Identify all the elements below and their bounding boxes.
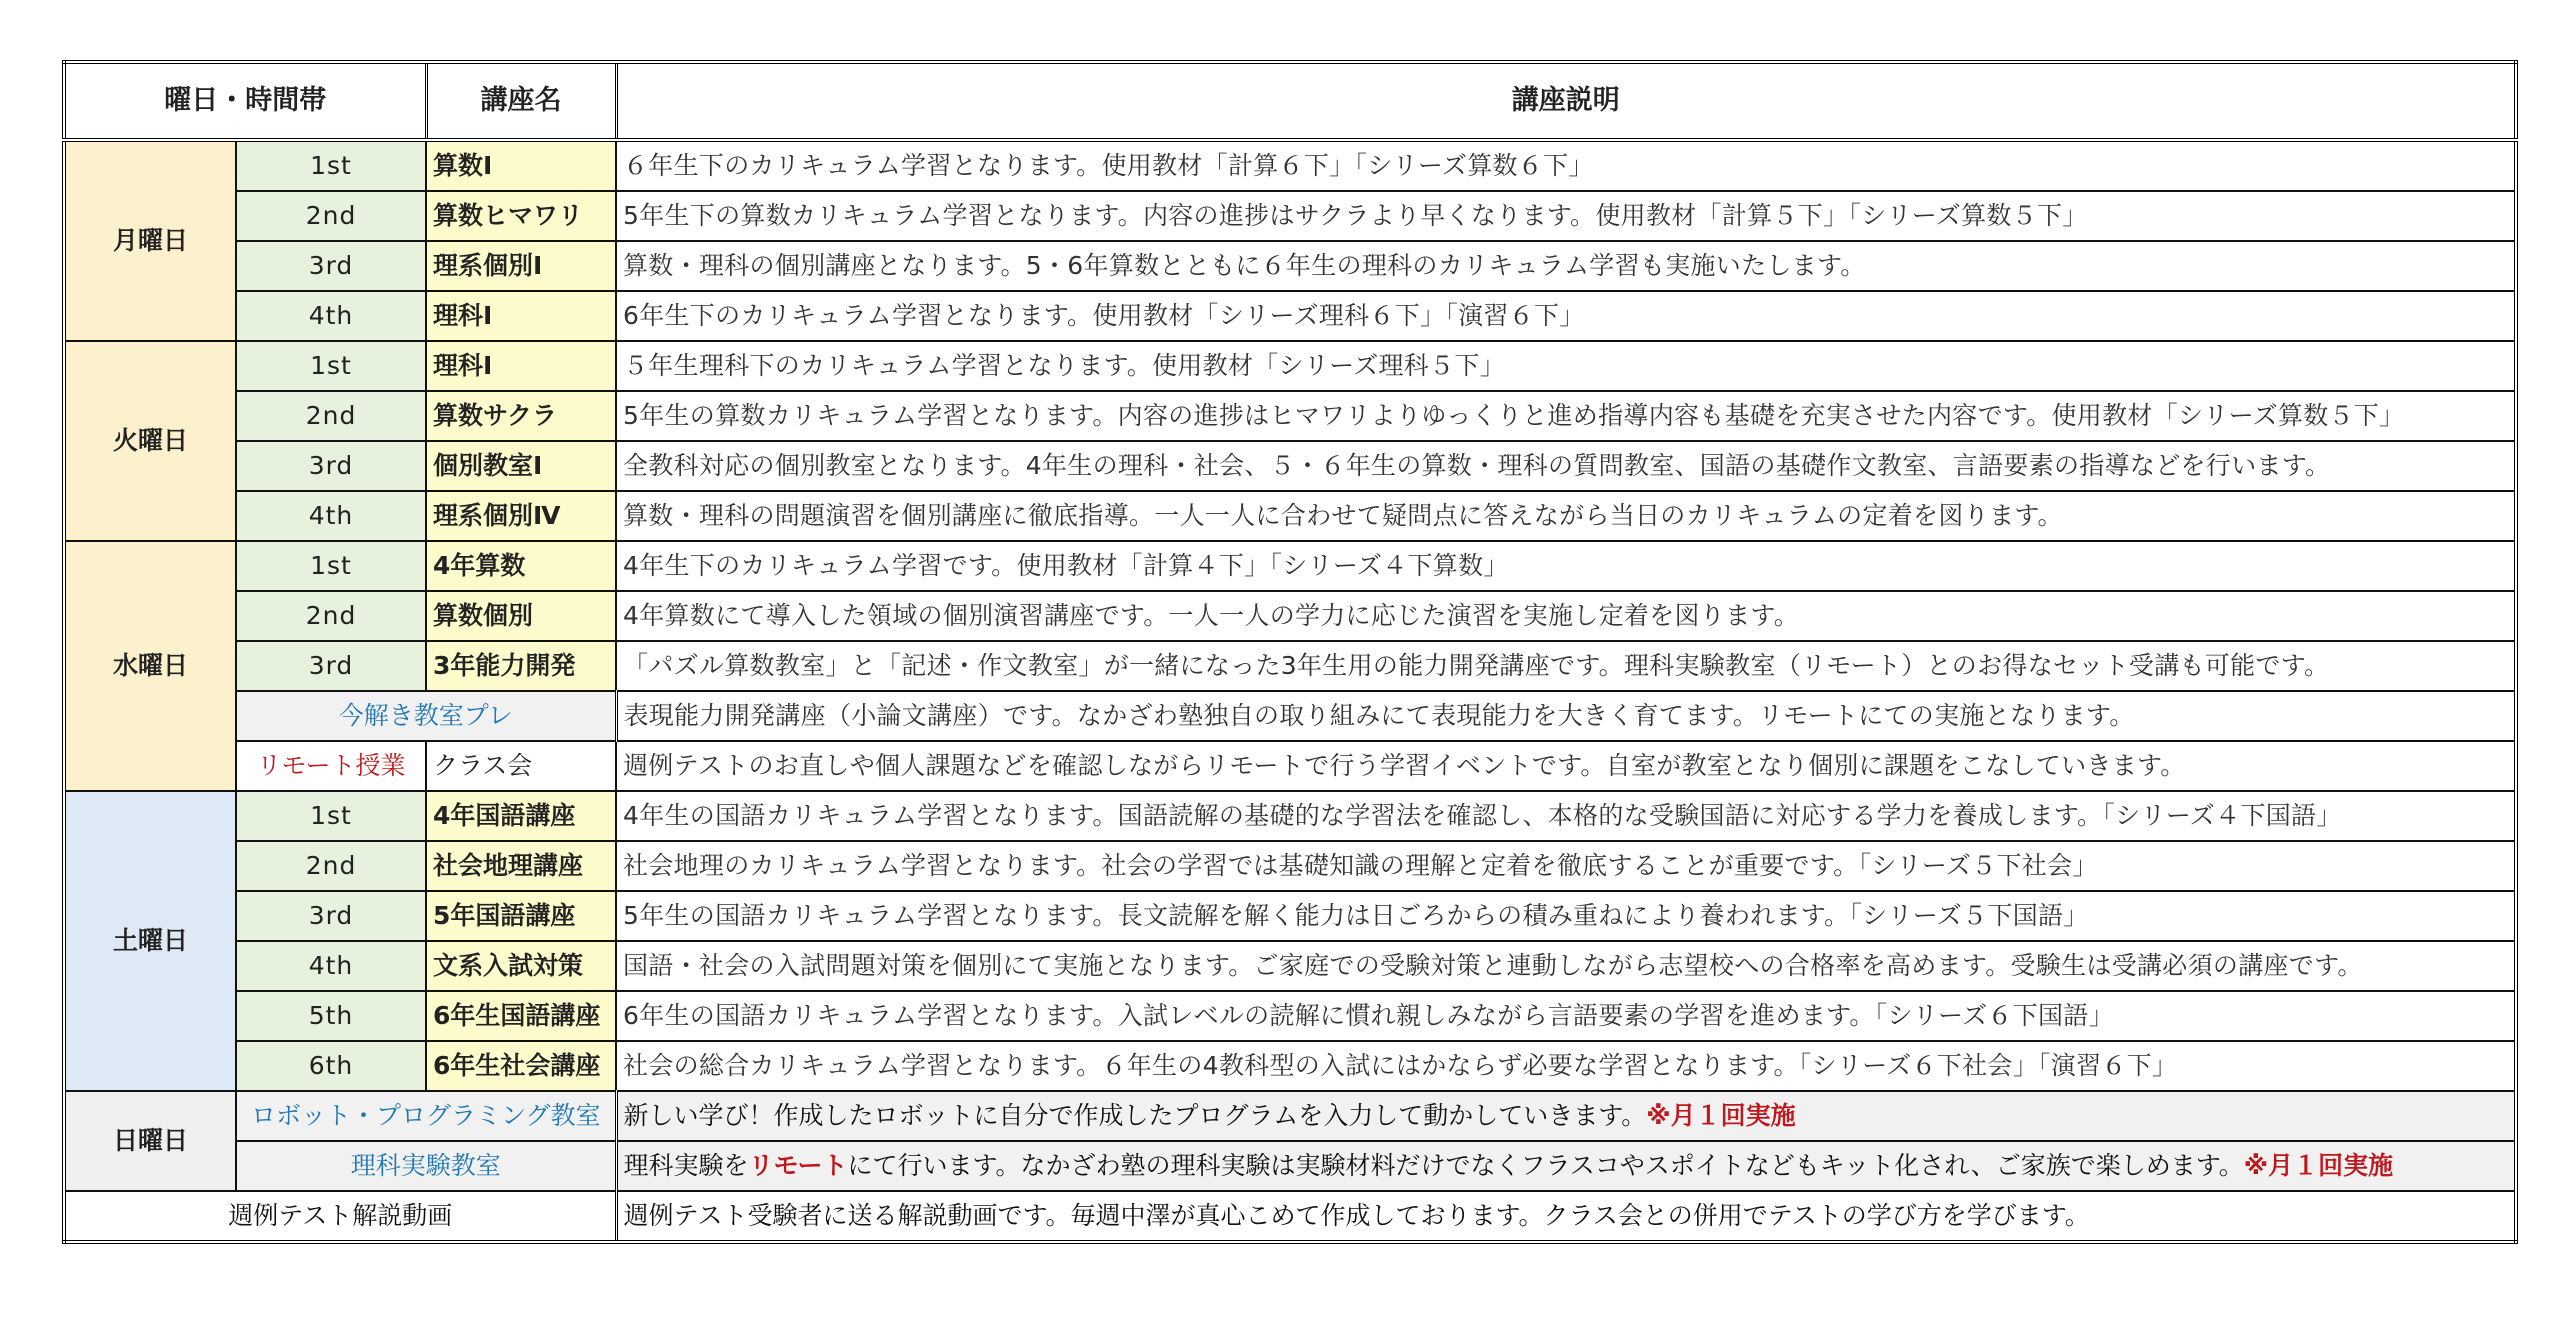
slot-label: 3rd — [236, 641, 426, 691]
table-row — [64, 341, 2516, 391]
course-desc: ６年生下のカリキュラム学習となります。使用教材「計算６下」「シリーズ算数６下」 — [616, 140, 2516, 191]
course-desc: 5年生の国語カリキュラム学習となります。長文読解を解く能力は日ごろからの積み重ねにより養われます。「シリーズ５下国語」 — [616, 891, 2516, 941]
course-desc: 国語・社会の入試問題対策を個別にて実施となります。ご家庭での受験対策と連動しながら志望校への合格率を高めます。受験生は受講必須の講座です。 — [616, 941, 2516, 991]
special-course-imatoki: 今解き教室プレ — [236, 691, 616, 741]
table-row — [64, 140, 2516, 191]
table-row — [64, 1091, 2516, 1141]
table-row — [64, 1041, 2516, 1091]
day-saturday: 土曜日 — [64, 791, 236, 1091]
header-row — [64, 62, 2516, 140]
course-desc: 社会地理のカリキュラム学習となります。社会の学習では基礎知識の理解と定着を徹底することが重要です。「シリーズ５下社会」 — [616, 841, 2516, 891]
course-desc: 算数・理科の個別講座となります。5・6年算数とともに６年生の理科のカリキュラム学習も実施いたします。 — [616, 241, 2516, 291]
science-desc-b: にて行います。なかざわ塾の理科実験は実験材料だけでなくフラスコやスポイトなどもキット化され、ご家族で楽しめます。 — [847, 1151, 2244, 1180]
course-name: 算数個別 — [426, 591, 616, 641]
course-desc: 算数・理科の問題演習を個別講座に徹底指導。一人一人に合わせて疑問点に答えながら当日のカリキュラムの定着を図ります。 — [616, 491, 2516, 541]
table-row — [64, 991, 2516, 1041]
course-desc-robot — [616, 1091, 2516, 1141]
schedule-table — [62, 60, 2518, 1244]
table-row — [64, 941, 2516, 991]
course-desc: 4年生下のカリキュラム学習です。使用教材「計算４下」「シリーズ４下算数」 — [616, 541, 2516, 591]
course-name: 4年算数 — [426, 541, 616, 591]
slot-label: 2nd — [236, 591, 426, 641]
table-row — [64, 241, 2516, 291]
slot-label: 2nd — [236, 391, 426, 441]
slot-label: 3rd — [236, 241, 426, 291]
science-desc-a: 理科実験を — [623, 1151, 749, 1180]
slot-label: 2nd — [236, 191, 426, 241]
course-name: 算数サクラ — [426, 391, 616, 441]
slot-label: 3rd — [236, 441, 426, 491]
course-desc: 社会の総合カリキュラム学習となります。６年生の4教科型の入試にはかならず必要な学習となります。「シリーズ６下社会」「演習６下」 — [616, 1041, 2516, 1091]
table-row — [64, 541, 2516, 591]
course-desc: 4年算数にて導入した領域の個別演習講座です。一人一人の学力に応じた演習を実施し定着を図ります。 — [616, 591, 2516, 641]
course-name: 個別教室Ⅰ — [426, 441, 616, 491]
course-name: 3年能力開発 — [426, 641, 616, 691]
science-note: ※月１回実施 — [2243, 1151, 2394, 1180]
slot-label: 4th — [236, 491, 426, 541]
header-course-name: 講座名 — [426, 62, 616, 140]
course-desc: 5年生下の算数カリキュラム学習となります。内容の進捗はサクラより早くなります。使用教材「計算５下」「シリーズ算数５下」 — [616, 191, 2516, 241]
day-wednesday: 水曜日 — [64, 541, 236, 791]
course-name: 理科Ⅰ — [426, 291, 616, 341]
special-course-robot: ロボット・プログラミング教室 — [236, 1091, 616, 1141]
slot-label: 1st — [236, 791, 426, 841]
header-course-desc: 講座説明 — [616, 62, 2516, 140]
course-name: 算数Ⅰ — [426, 140, 616, 191]
table-row — [64, 291, 2516, 341]
table-row — [64, 841, 2516, 891]
robot-note: ※月１回実施 — [1646, 1101, 1796, 1130]
course-name: 理科Ⅰ — [426, 341, 616, 391]
table-row — [64, 191, 2516, 241]
table-row — [64, 641, 2516, 691]
course-desc: ５年生理科下のカリキュラム学習となります。使用教材「シリーズ理科５下」 — [616, 341, 2516, 391]
slot-label: 1st — [236, 140, 426, 191]
course-desc-science — [616, 1141, 2516, 1191]
table-row — [64, 591, 2516, 641]
course-desc: 週例テストのお直しや個人課題などを確認しながらリモートで行う学習イベントです。自室が教室となり個別に課題をこなしていきます。 — [616, 741, 2516, 791]
table-row — [64, 491, 2516, 541]
course-name: 6年生国語講座 — [426, 991, 616, 1041]
day-sunday: 日曜日 — [64, 1091, 236, 1191]
course-name: 5年国語講座 — [426, 891, 616, 941]
slot-label: 4th — [236, 941, 426, 991]
table-row — [64, 391, 2516, 441]
header-day-time: 曜日・時間帯 — [64, 62, 426, 140]
course-name: クラス会 — [426, 741, 616, 791]
course-desc: 6年生下のカリキュラム学習となります。使用教材「シリーズ理科６下」「演習６下」 — [616, 291, 2516, 341]
course-name: 理系個別Ⅰ — [426, 241, 616, 291]
slot-label: 4th — [236, 291, 426, 341]
science-desc-remote: リモート — [748, 1151, 848, 1180]
course-name: 文系入試対策 — [426, 941, 616, 991]
table-row — [64, 1141, 2516, 1191]
day-tuesday: 火曜日 — [64, 341, 236, 541]
course-desc: 「パズル算数教室」と「記述・作文教室」が一緒になった3年生用の能力開発講座です。理科実験教室（リモート）とのお得なセット受講も可能です。 — [616, 641, 2516, 691]
table-row — [64, 741, 2516, 791]
course-desc: 5年生の算数カリキュラム学習となります。内容の進捗はヒマワリよりゆっくりと進め指導内容も基礎を充実させた内容です。使用教材「シリーズ算数５下」 — [616, 391, 2516, 441]
course-desc: 6年生の国語カリキュラム学習となります。入試レベルの読解に慣れ親しみながら言語要素の学習を進めます。「シリーズ６下国語」 — [616, 991, 2516, 1041]
slot-label: 1st — [236, 341, 426, 391]
course-desc: 表現能力開発講座（小論文講座）です。なかざわ塾独自の取り組みにて表現能力を大きく育てます。リモートにての実施となります。 — [616, 691, 2516, 741]
slot-label: 3rd — [236, 891, 426, 941]
slot-label: 5th — [236, 991, 426, 1041]
table-row — [64, 891, 2516, 941]
special-course-science: 理科実験教室 — [236, 1141, 616, 1191]
course-name: 社会地理講座 — [426, 841, 616, 891]
slot-label: 6th — [236, 1041, 426, 1091]
course-desc: 全教科対応の個別教室となります。4年生の理科・社会、５・６年生の算数・理科の質問教室、国語の基礎作文教室、言語要素の指導などを行います。 — [616, 441, 2516, 491]
slot-label: 1st — [236, 541, 426, 591]
slot-label: 2nd — [236, 841, 426, 891]
course-desc: 4年生の国語カリキュラム学習となります。国語読解の基礎的な学習法を確認し、本格的な受験国語に対応する学力を養成します。「シリーズ４下国語」 — [616, 791, 2516, 841]
course-name: 6年生社会講座 — [426, 1041, 616, 1091]
weekly-test-desc: 週例テスト受験者に送る解説動画です。毎週中澤が真心こめて作成しております。クラス会との併用でテストの学び方を学びます。 — [616, 1191, 2516, 1242]
weekly-test-label: 週例テスト解説動画 — [64, 1191, 616, 1242]
robot-desc-text: 新しい学び！作成したロボットに自分で作成したプログラムを入力して動かしていきます。 — [623, 1101, 1647, 1130]
remote-class-label: リモート授業 — [236, 741, 426, 791]
course-name: 算数ヒマワリ — [426, 191, 616, 241]
table-row — [64, 791, 2516, 841]
course-name: 理系個別Ⅳ — [426, 491, 616, 541]
table-row — [64, 441, 2516, 491]
schedule-table-wrapper — [62, 60, 2514, 1244]
table-row — [64, 691, 2516, 741]
course-name: 4年国語講座 — [426, 791, 616, 841]
day-monday: 月曜日 — [64, 140, 236, 341]
table-row — [64, 1191, 2516, 1242]
